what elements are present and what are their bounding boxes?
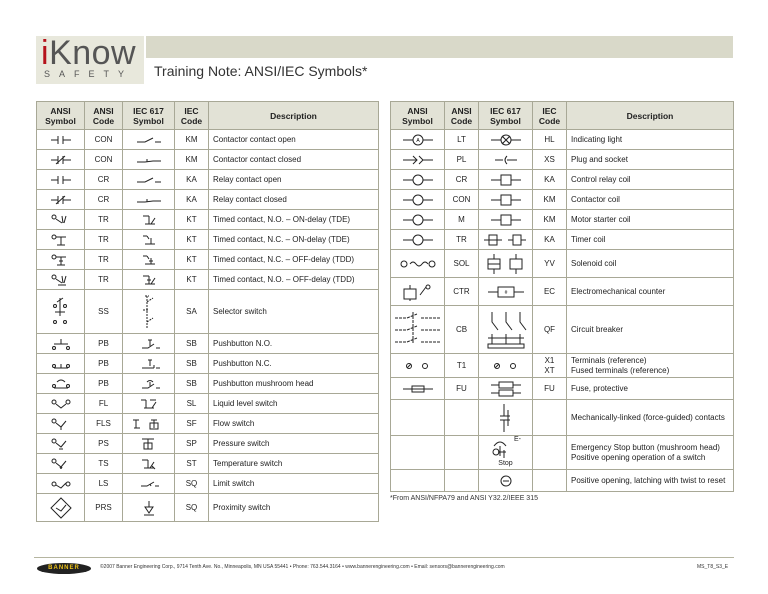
iec-proximity-switch-symbol bbox=[123, 494, 175, 522]
title-bar bbox=[146, 36, 733, 58]
iec-code: KA bbox=[533, 230, 567, 250]
table-row bbox=[391, 250, 734, 278]
ansi-circuit-breaker-symbol bbox=[391, 306, 445, 354]
estop-label: E-Stop bbox=[498, 436, 521, 467]
table-row bbox=[391, 230, 734, 250]
table-row bbox=[391, 436, 734, 470]
table-row bbox=[391, 306, 734, 354]
table-row bbox=[37, 150, 379, 170]
iec-code bbox=[533, 470, 567, 492]
ansi-plug-socket-symbol bbox=[391, 150, 445, 170]
iec-timed-contact-symbol bbox=[123, 230, 175, 250]
iec-code: SQ bbox=[175, 474, 209, 494]
ansi-code: CR bbox=[85, 170, 123, 190]
description: Indicating light bbox=[567, 130, 734, 150]
description: Control relay coil bbox=[567, 170, 734, 190]
table-row bbox=[37, 434, 379, 454]
iec-code: XS bbox=[533, 150, 567, 170]
iec-code bbox=[533, 400, 567, 436]
ansi-pushbutton-nc-symbol bbox=[37, 354, 85, 374]
footer-contact: ©2007 Banner Engineering Corp., 9714 Tenth Ave. No., Minneapolis, MN USA 55441 • Phone: 763.544.3164 • www.bannerengineering.com • Email: sensors@bannerengineering.com bbox=[100, 564, 505, 570]
ansi-code: PB bbox=[85, 334, 123, 354]
description: Timed contact, N.C. – ON-delay (TDE) bbox=[209, 230, 379, 250]
ansi-code: CTR bbox=[445, 278, 479, 306]
ansi-proximity-switch-symbol bbox=[37, 494, 85, 522]
iec-code: KM bbox=[175, 150, 209, 170]
ansi-timer-coil-symbol bbox=[391, 230, 445, 250]
iec-code: QF bbox=[533, 306, 567, 354]
ansi-relay-open-symbol bbox=[37, 170, 85, 190]
iec-code: X1 XT bbox=[533, 354, 567, 378]
page-title: Training Note: ANSI/IEC Symbols* bbox=[154, 63, 368, 79]
iec-code: KT bbox=[175, 250, 209, 270]
description: Timed contact, N.O. – OFF-delay (TDD) bbox=[209, 270, 379, 290]
svg-text:A: A bbox=[415, 137, 420, 144]
ansi-code: TR bbox=[85, 270, 123, 290]
iec-code: KM bbox=[175, 130, 209, 150]
ansi-code: SOL bbox=[445, 250, 479, 278]
ansi-indicating-light-symbol bbox=[391, 130, 445, 150]
column-header: Description bbox=[209, 102, 379, 130]
description: Temperature switch bbox=[209, 454, 379, 474]
description: Pushbutton mushroom head bbox=[209, 374, 379, 394]
source-note: *From ANSI/NFPA79 and ANSI Y32.2/IEEE 315 bbox=[390, 495, 538, 502]
ansi-code bbox=[445, 470, 479, 492]
ansi-code: PB bbox=[85, 354, 123, 374]
description: Flow switch bbox=[209, 414, 379, 434]
table-row bbox=[37, 270, 379, 290]
iec-code: KT bbox=[175, 270, 209, 290]
iec-force-guided-contacts-symbol bbox=[479, 400, 533, 436]
iec-code: KA bbox=[533, 170, 567, 190]
iec-pressure-switch-symbol bbox=[123, 434, 175, 454]
description: Timed contact, N.C. – OFF-delay (TDD) bbox=[209, 250, 379, 270]
iec-code: HL bbox=[533, 130, 567, 150]
description: Selector switch bbox=[209, 290, 379, 334]
description: Pushbutton N.C. bbox=[209, 354, 379, 374]
description: Electromechanical counter bbox=[567, 278, 734, 306]
ansi-code: CON bbox=[85, 150, 123, 170]
description: Pushbutton N.O. bbox=[209, 334, 379, 354]
ansi-timed-contact-symbol bbox=[37, 210, 85, 230]
iec-timed-contact-symbol bbox=[123, 210, 175, 230]
description: Mechanically-linked (force-guided) contacts bbox=[567, 400, 734, 436]
ansi-code: TS bbox=[85, 454, 123, 474]
description: Solenoid coil bbox=[567, 250, 734, 278]
iec-timed-contact-symbol bbox=[123, 250, 175, 270]
ansi-code: T1 bbox=[445, 354, 479, 378]
description: Terminals (reference) Fused terminals (reference) bbox=[567, 354, 734, 378]
iec-code: KA bbox=[175, 190, 209, 210]
ansi-symbol-empty bbox=[391, 470, 445, 492]
description: Timed contact, N.O. – ON-delay (TDE) bbox=[209, 210, 379, 230]
column-header: ANSI Code bbox=[85, 102, 123, 130]
table-row bbox=[391, 378, 734, 400]
ansi-motor-starter-coil-symbol bbox=[391, 210, 445, 230]
iec-relay-closed-symbol bbox=[123, 190, 175, 210]
column-header: IEC Code bbox=[175, 102, 209, 130]
description: Relay contact open bbox=[209, 170, 379, 190]
table-row bbox=[37, 354, 379, 374]
iec-code: SL bbox=[175, 394, 209, 414]
ansi-code: M bbox=[445, 210, 479, 230]
ansi-code: PB bbox=[85, 374, 123, 394]
ansi-liquid-level-symbol bbox=[37, 394, 85, 414]
iec-code: SB bbox=[175, 354, 209, 374]
ansi-timed-contact-symbol bbox=[37, 270, 85, 290]
table-row bbox=[391, 470, 734, 492]
ansi-code bbox=[445, 400, 479, 436]
ansi-symbol-empty bbox=[391, 436, 445, 470]
table-row bbox=[391, 130, 734, 150]
iec-code: SA bbox=[175, 290, 209, 334]
column-header: ANSI Symbol bbox=[391, 102, 445, 130]
footer-divider bbox=[34, 557, 734, 558]
table-row bbox=[391, 170, 734, 190]
ansi-code: TR bbox=[85, 250, 123, 270]
ansi-code bbox=[445, 436, 479, 470]
iec-code: FU bbox=[533, 378, 567, 400]
iec-code: SQ bbox=[175, 494, 209, 522]
ansi-fuse-symbol bbox=[391, 378, 445, 400]
svg-text:#: # bbox=[504, 289, 507, 296]
iec-code: YV bbox=[533, 250, 567, 278]
table-row bbox=[37, 374, 379, 394]
ansi-timed-contact-symbol bbox=[37, 230, 85, 250]
ansi-relay-closed-symbol bbox=[37, 190, 85, 210]
description: Motor starter coil bbox=[567, 210, 734, 230]
ansi-code: PL bbox=[445, 150, 479, 170]
description: Circuit breaker bbox=[567, 306, 734, 354]
ansi-code: FLS bbox=[85, 414, 123, 434]
logo-wordmark: iKnow bbox=[41, 34, 137, 72]
table-header-row bbox=[391, 102, 734, 130]
iec-flow-switch-symbol bbox=[123, 414, 175, 434]
table-header-row bbox=[37, 102, 379, 130]
iec-code: KT bbox=[175, 210, 209, 230]
ansi-temperature-switch-symbol bbox=[37, 454, 85, 474]
ansi-code: PS bbox=[85, 434, 123, 454]
iec-code: KA bbox=[175, 170, 209, 190]
iec-code bbox=[533, 436, 567, 470]
iec-code: SB bbox=[175, 334, 209, 354]
table-row bbox=[391, 150, 734, 170]
ansi-pressure-switch-symbol bbox=[37, 434, 85, 454]
header bbox=[36, 36, 733, 84]
column-header: ANSI Symbol bbox=[37, 102, 85, 130]
ansi-limit-switch-symbol bbox=[37, 474, 85, 494]
table-row bbox=[37, 414, 379, 434]
column-header: IEC 617 Symbol bbox=[479, 102, 533, 130]
column-header: ANSI Code bbox=[445, 102, 479, 130]
description: Timer coil bbox=[567, 230, 734, 250]
ansi-contactor-coil-symbol bbox=[391, 190, 445, 210]
column-header: IEC Code bbox=[533, 102, 567, 130]
ansi-symbol-empty bbox=[391, 400, 445, 436]
iec-code: SP bbox=[175, 434, 209, 454]
ansi-selector-switch-symbol bbox=[37, 290, 85, 334]
iec-timer-coil-symbol bbox=[479, 230, 533, 250]
description: Plug and socket bbox=[567, 150, 734, 170]
ansi-code: CR bbox=[85, 190, 123, 210]
ansi-code: FL bbox=[85, 394, 123, 414]
ansi-code: CON bbox=[85, 130, 123, 150]
table-row bbox=[37, 454, 379, 474]
ansi-solenoid-coil-symbol bbox=[391, 250, 445, 278]
logo-subtitle: SAFETY bbox=[44, 69, 134, 79]
iec-limit-switch-symbol bbox=[123, 474, 175, 494]
ansi-code: CON bbox=[445, 190, 479, 210]
ansi-contact-closed-symbol bbox=[37, 150, 85, 170]
table-row bbox=[37, 394, 379, 414]
left-symbol-table bbox=[36, 101, 379, 522]
ansi-code: LS bbox=[85, 474, 123, 494]
document-code: MS_T8_S3_E bbox=[697, 564, 729, 570]
description: Liquid level switch bbox=[209, 394, 379, 414]
table-row bbox=[37, 210, 379, 230]
ansi-pushbutton-no-symbol bbox=[37, 334, 85, 354]
iec-code: EC bbox=[533, 278, 567, 306]
table-row bbox=[391, 190, 734, 210]
iec-contact-closed-symbol bbox=[123, 150, 175, 170]
ansi-terminals-symbol bbox=[391, 354, 445, 378]
table-row bbox=[37, 230, 379, 250]
iec-selector-switch-symbol bbox=[123, 290, 175, 334]
iec-emergency-stop-symbol bbox=[479, 436, 533, 470]
iec-circuit-breaker-symbol bbox=[479, 306, 533, 354]
table-row bbox=[37, 290, 379, 334]
table-row bbox=[37, 170, 379, 190]
iec-code: KM bbox=[533, 190, 567, 210]
iec-code: ST bbox=[175, 454, 209, 474]
iec-mushroom-pushbutton-symbol bbox=[123, 374, 175, 394]
iec-timed-contact-symbol bbox=[123, 270, 175, 290]
ansi-relay-coil-symbol bbox=[391, 170, 445, 190]
description: Fuse, protective bbox=[567, 378, 734, 400]
ansi-code: LT bbox=[445, 130, 479, 150]
table-row bbox=[391, 278, 734, 306]
iec-plug-socket-symbol bbox=[479, 150, 533, 170]
ansi-flow-switch-symbol bbox=[37, 414, 85, 434]
description: Contactor contact open bbox=[209, 130, 379, 150]
iec-indicating-light-symbol bbox=[479, 130, 533, 150]
table-row bbox=[37, 250, 379, 270]
description: Proximity switch bbox=[209, 494, 379, 522]
ansi-code: FU bbox=[445, 378, 479, 400]
iec-temperature-switch-symbol bbox=[123, 454, 175, 474]
iec-fuse-symbol bbox=[479, 378, 533, 400]
iec-code: KM bbox=[533, 210, 567, 230]
description: Contactor coil bbox=[567, 190, 734, 210]
iec-relay-coil-symbol bbox=[479, 170, 533, 190]
iec-code: SB bbox=[175, 374, 209, 394]
description: Contactor contact closed bbox=[209, 150, 379, 170]
ansi-timed-contact-symbol bbox=[37, 250, 85, 270]
ansi-code: TR bbox=[85, 210, 123, 230]
iec-counter-symbol bbox=[479, 278, 533, 306]
description: Positive opening, latching with twist to reset bbox=[567, 470, 734, 492]
iec-pushbutton-nc-symbol bbox=[123, 354, 175, 374]
table-row bbox=[391, 210, 734, 230]
banner-logo: BANNER bbox=[37, 563, 91, 574]
iec-code: SF bbox=[175, 414, 209, 434]
ansi-code: PRS bbox=[85, 494, 123, 522]
iec-solenoid-coil-symbol bbox=[479, 250, 533, 278]
table-row bbox=[391, 400, 734, 436]
table-row bbox=[37, 474, 379, 494]
ansi-code: TR bbox=[85, 230, 123, 250]
ansi-contact-open-symbol bbox=[37, 130, 85, 150]
description: Emergency Stop button (mushroom head) Positive opening operation of a switch bbox=[567, 436, 734, 470]
iec-contact-open-symbol bbox=[123, 130, 175, 150]
description: Limit switch bbox=[209, 474, 379, 494]
ansi-code: SS bbox=[85, 290, 123, 334]
iec-relay-open-symbol bbox=[123, 170, 175, 190]
ansi-mushroom-pushbutton-symbol bbox=[37, 374, 85, 394]
table-row bbox=[37, 130, 379, 150]
column-header: IEC 617 Symbol bbox=[123, 102, 175, 130]
table-row bbox=[391, 354, 734, 378]
table-row bbox=[37, 334, 379, 354]
iec-terminals-symbol bbox=[479, 354, 533, 378]
iknow-logo bbox=[36, 36, 144, 84]
description: Relay contact closed bbox=[209, 190, 379, 210]
ansi-code: CB bbox=[445, 306, 479, 354]
iec-pushbutton-no-symbol bbox=[123, 334, 175, 354]
table-row bbox=[37, 494, 379, 522]
ansi-counter-symbol bbox=[391, 278, 445, 306]
ansi-code: TR bbox=[445, 230, 479, 250]
iec-motor-starter-coil-symbol bbox=[479, 210, 533, 230]
ansi-code: CR bbox=[445, 170, 479, 190]
iec-contactor-coil-symbol bbox=[479, 190, 533, 210]
description: Pressure switch bbox=[209, 434, 379, 454]
right-symbol-table bbox=[390, 101, 734, 492]
column-header: Description bbox=[567, 102, 734, 130]
table-row bbox=[37, 190, 379, 210]
iec-twist-reset-symbol bbox=[479, 470, 533, 492]
iec-code: KT bbox=[175, 230, 209, 250]
iec-liquid-level-symbol bbox=[123, 394, 175, 414]
